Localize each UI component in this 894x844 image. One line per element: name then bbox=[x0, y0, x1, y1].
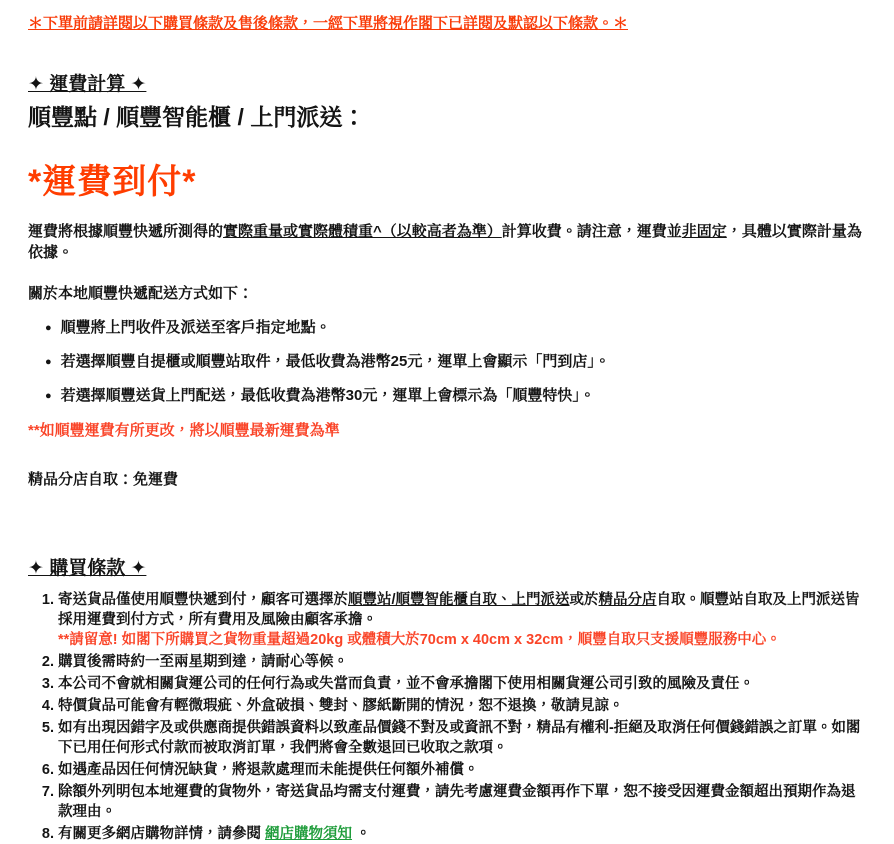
shipping-methods-subheading: 順豐點 / 順豐智能櫃 / 上門派送： bbox=[28, 104, 366, 130]
fee-para-underline-notfixed: 非固定 bbox=[681, 223, 727, 240]
term-item-5: 5. 如有出現因錯字及或供應商提供錯誤資料以致產品價錢不對及或資訊不對，精品有權利-拒絕及取消任何價錢錯誤之訂單。如閣下已用任何形式付款而被取消訂單，我們將會全數退回已收取之款項。 bbox=[58, 718, 866, 758]
term8-seg1: 有關更多網店購物詳情，請參閱 bbox=[58, 826, 266, 842]
fee-para-lead: 運費將根據順豐快遞所測得的 bbox=[28, 223, 224, 240]
fee-para-mid: 計算收費。請注意，運費並 bbox=[501, 223, 682, 240]
shopping-guide-link[interactable]: 網店購物須知 bbox=[265, 826, 353, 842]
list-item-door-pickup: ● 順豐將上門收件及派送至客戶指定地點。 bbox=[45, 318, 878, 338]
fee-para-underline-weight: 實際重量或實際體積重^（以較高者為準） bbox=[223, 223, 502, 240]
term-item-7: 7. 除額外列明包本地運費的貨物外，寄送貨品均需支付運費，請先考慮運費金額再作下單，恕不接受因運費金額超出預期作為退款理由。 bbox=[58, 782, 866, 822]
term-item-3: 3. 本公司不會就相關貨運公司的任何行為或失當而負責，並不會承擔閣下使用相關貨運公司引致的風險及責任。 bbox=[58, 674, 866, 694]
store-pickup-free-note: 精品分店自取：免運費 bbox=[28, 471, 179, 488]
term-item-1 bbox=[58, 590, 866, 650]
term-item-4: 4. 特價貨品可能會有輕微瑕疵、外盒破損、雙封、膠紙斷開的情況，恕不退換，敬請見諒。 bbox=[58, 696, 866, 716]
purchase-terms-list bbox=[28, 590, 878, 844]
term1-underline-sf-options: 順豐站/順豐智能櫃自取、上門派送 bbox=[348, 592, 570, 608]
term-item-6: 6. 如遇產品因任何情況缺貨，將退款處理而未能提供任何額外補償。 bbox=[58, 760, 866, 780]
term1-underline-boutique: 精品分店 bbox=[598, 592, 657, 608]
freight-collect-title: *運費到付* bbox=[28, 163, 197, 201]
shipping-section-heading: ✦ 運費計算 ✦ bbox=[28, 74, 147, 95]
term-item-2: 2. 購買後需時約一至兩星期到達，請耐心等候。 bbox=[58, 652, 866, 672]
term1-seg1: 寄送貨品僅使用順豐快遞到付，顧客可選擇於 bbox=[58, 592, 348, 608]
delivery-intro: 關於本地順豐快遞配送方式如下： bbox=[28, 285, 254, 302]
terms-page bbox=[28, 13, 878, 844]
term1-seg2: 或於 bbox=[569, 592, 599, 608]
list-item-home-delivery: ● 若選擇順豐送貨上門配送，最低收費為港幣30元，運單上會標示為「順豐特快」。 bbox=[45, 386, 878, 406]
pre-order-warning: ＊下單前請詳閱以下購買條款及售後條款，一經下單將視作閣下已詳閱及默認以下條款。＊ bbox=[28, 15, 629, 32]
term8-seg2: 。 bbox=[352, 826, 371, 842]
purchase-terms-heading: ✦ 購買條款 ✦ bbox=[28, 558, 147, 579]
weight-limit-warning: **請留意! 如閣下所購買之貨物重量超過20kg 或體積大於70cm x 40cm x 32cm，順豐自取只支援順豐服務中心。 bbox=[58, 632, 781, 648]
list-item-locker-station: ● 若選擇順豐自提櫃或順豐站取件，最低收費為港幣25元，運單上會顯示「門到店」。 bbox=[45, 352, 878, 372]
delivery-options-list bbox=[28, 318, 878, 406]
fee-change-note: **如順豐運費有所更改，將以順豐最新運費為準 bbox=[28, 422, 340, 439]
fee-para-tail: ，具體以實際計量為依據。 bbox=[28, 223, 862, 261]
term-item-8 bbox=[58, 824, 866, 844]
fee-calculation-paragraph bbox=[28, 221, 873, 263]
term1-seg3: 自取。順豐站自取及上門派送皆採用運費到付方式，所有費用及風險由顧客承擔。 bbox=[58, 592, 860, 628]
